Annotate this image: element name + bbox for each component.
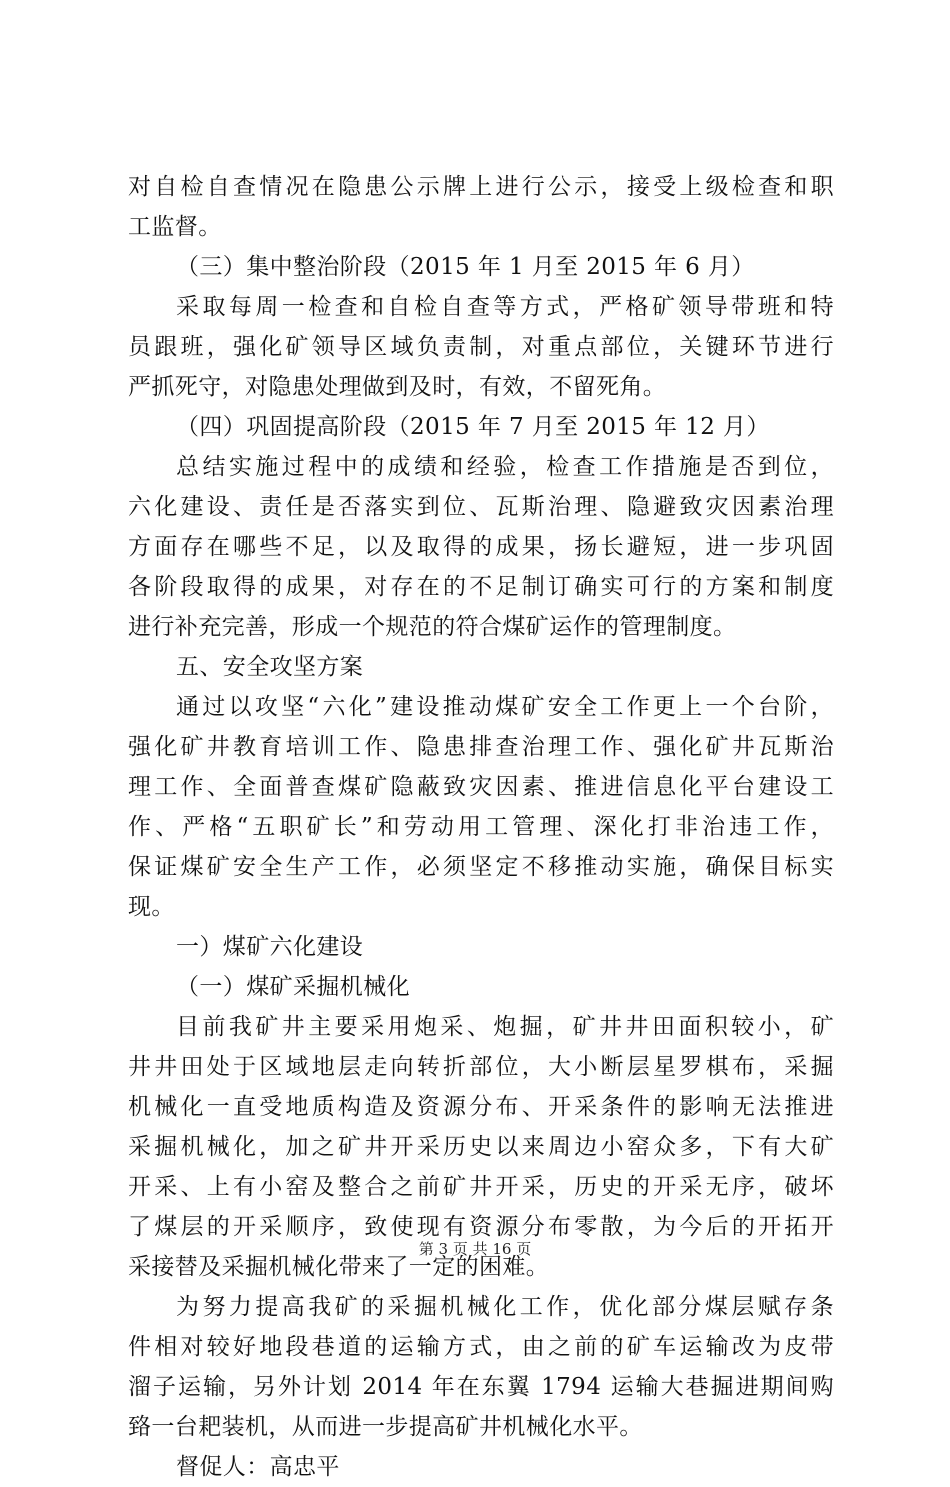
paragraph-first-line: 目前我矿井主要采用炮采、炮掘，矿井井田面积较小，矿 — [176, 1014, 834, 1040]
supervisor-line: 督促人：高忠平 — [176, 1454, 340, 1480]
paragraph-first-line: 为努力提高我矿的采掘机械化工作，优化部分煤层赋存条 — [176, 1294, 834, 1320]
section-heading: （四）巩固提高阶段（2015 年 7 月至 2015 年 12 月） — [176, 414, 770, 440]
text-line: 理工作、全面普查煤矿隐蔽致灾因素、推进信息化平台建设工 — [128, 774, 834, 800]
text-line: 各阶段取得的成果，对存在的不足制订确实可行的方案和制度 — [128, 574, 834, 600]
text-line: 采掘机械化，加之矿井开采历史以来周边小窑众多，下有大矿 — [128, 1134, 834, 1160]
text-line: 臵一台耙装机，从而进一步提高矿井机械化水平。 — [128, 1414, 643, 1440]
paragraph-first-line: 通过以攻坚“六化”建设推动煤矿安全工作更上一个台阶， — [176, 694, 834, 720]
text-line: 严抓死守，对隐患处理做到及时，有效，不留死角。 — [128, 374, 667, 400]
text-line: 进行补充完善，形成一个规范的符合煤矿运作的管理制度。 — [128, 614, 737, 640]
text-line: 六化建设、责任是否落实到位、瓦斯治理、隐避致灾因素治理 — [128, 494, 834, 520]
text-line: 现。 — [128, 894, 175, 920]
text-line: 井井田处于区域地层走向转折部位，大小断层星罗棋布，采掘 — [128, 1054, 834, 1080]
text-line: 员跟班，强化矿领导区域负责制，对重点部位，关键环节进行 — [128, 334, 834, 360]
paragraph-first-line: 总结实施过程中的成绩和经验，检查工作措施是否到位， — [176, 454, 834, 480]
text-line: 方面存在哪些不足，以及取得的成果，扬长避短，进一步巩固 — [128, 534, 834, 560]
text-line: 溜子运输，另外计划 2014 年在东翼 1794 运输大巷掘进期间购 — [128, 1374, 834, 1400]
text-line: 机械化一直受地质构造及资源分布、开采条件的影响无法推进 — [128, 1094, 834, 1120]
section-heading: 五、安全攻坚方案 — [176, 654, 364, 680]
text-line: 工监督。 — [128, 214, 222, 240]
text-line: 保证煤矿安全生产工作，必须坚定不移推动实施，确保目标实 — [128, 854, 834, 880]
section-heading: （三）集中整治阶段（2015 年 1 月至 2015 年 6 月） — [176, 254, 755, 280]
document-body — [128, 167, 834, 1487]
text-line: 采接替及采掘机械化带来了一定的困难。 — [128, 1254, 550, 1280]
text-line: 开采、上有小窑及整合之前矿井开采，历史的开采无序，破坏 — [128, 1174, 834, 1200]
paragraph-first-line: 采取每周一检查和自检自查等方式，严格矿领导带班和特 — [176, 294, 834, 320]
text-line: 对自检自查情况在隐患公示牌上进行公示，接受上级检查和职 — [128, 174, 834, 200]
text-line: 强化矿井教育培训工作、隐患排查治理工作、强化矿井瓦斯治 — [128, 734, 834, 760]
section-heading: 一）煤矿六化建设 — [176, 934, 364, 960]
text-line: 了煤层的开采顺序，致使现有资源分布零散，为今后的开拓开 — [128, 1214, 834, 1240]
page-number: 第 3 页 共 16 页 — [418, 1240, 532, 1258]
text-line: 件相对较好地段巷道的运输方式，由之前的矿车运输改为皮带 — [128, 1334, 834, 1360]
subsection-heading: （一）煤矿采掘机械化 — [176, 974, 410, 1000]
text-line: 作、严格“五职矿长”和劳动用工管理、深化打非治违工作， — [128, 814, 834, 840]
